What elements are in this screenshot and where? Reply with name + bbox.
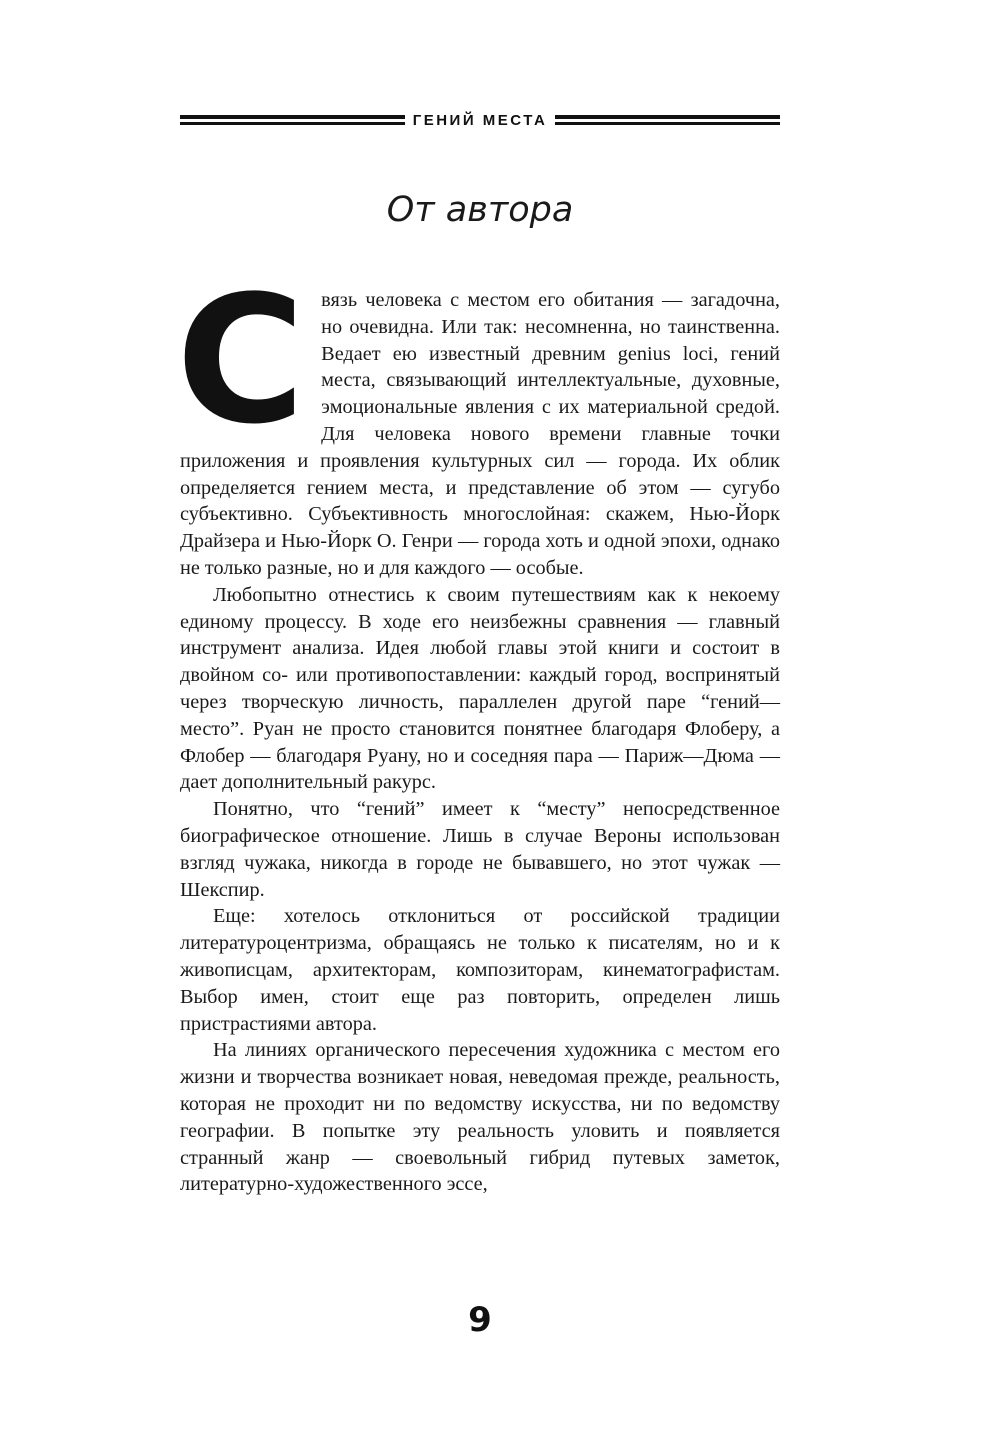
drop-cap: С (176, 258, 306, 463)
paragraph-4: Еще: хотелось отклониться от российской традиции литературоцентризма, обращаясь не только к писателям, но и к живописцам, архитекторам, композиторам, кинематографистам. Выбор имен, стоит еще раз повторить, определен лишь пристрастиями автора. (180, 905, 780, 1035)
body-text (176, 258, 780, 1198)
chapter-title: От автора (386, 190, 574, 230)
paragraph-3: Понятно, что “гений” имеет к “месту” непосредственное биографическое отношение. Лишь в случае Вероны использован взгляд чужака, никогда в городе не бывавшего, но этот чужак — Шекспир. (180, 798, 780, 901)
running-header (180, 110, 780, 130)
paragraph-2: Любопытно отнестись к своим путешествиям как к некоему единому процессу. В ходе его неизбежны сравнения — главный инструмент анализа. Идея любой главы этой книги и состоит в двойном со- или противопоставлении: каждый город, воспринятый через творческую личность, параллелен другой паре “гений—место”. Руан не просто становится понятнее благодаря Флоберу, а Флобер — благодаря Руану, но и соседняя пара — Париж—Дюма — дает дополнительный ракурс. (180, 583, 780, 794)
paragraph-1-text: вязь человека с местом его обитания — загадочна, но очевидна. Или так: несомненна, но таинственна. Ведает ею известный древним genius loci, гений места, связывающий интеллектуальные, духовные, эмоциональные явления с их материальной средой. Для человека нового времени главные точки приложения и проявления культурных сил — города. Их облик определяется гением места, и представление об этом — сугубо субъективно. Субъективность многослойная: скажем, Нью-Йорк Драйзера и Нью-Йорк О. Генри — города хоть и одной эпохи, однако не только разные, но и для каждого — особые. (180, 289, 780, 579)
page-number: 9 (468, 1300, 492, 1340)
paragraph-1 (176, 258, 780, 582)
header-rule-left (180, 115, 405, 125)
paragraph-5: На линиях органического пересечения художника с местом его жизни и творчества возникает новая, неведомая прежде, реальность, которая не проходит ни по ведомству искусства, ни по ведомству географии. В попытке эту реальность уловить и появляется странный жанр — своевольный гибрид путевых заметок, литературно-художественного эссе, (180, 1039, 780, 1196)
header-rule-right (555, 115, 780, 125)
running-title: ГЕНИЙ МЕСТА (412, 111, 548, 129)
